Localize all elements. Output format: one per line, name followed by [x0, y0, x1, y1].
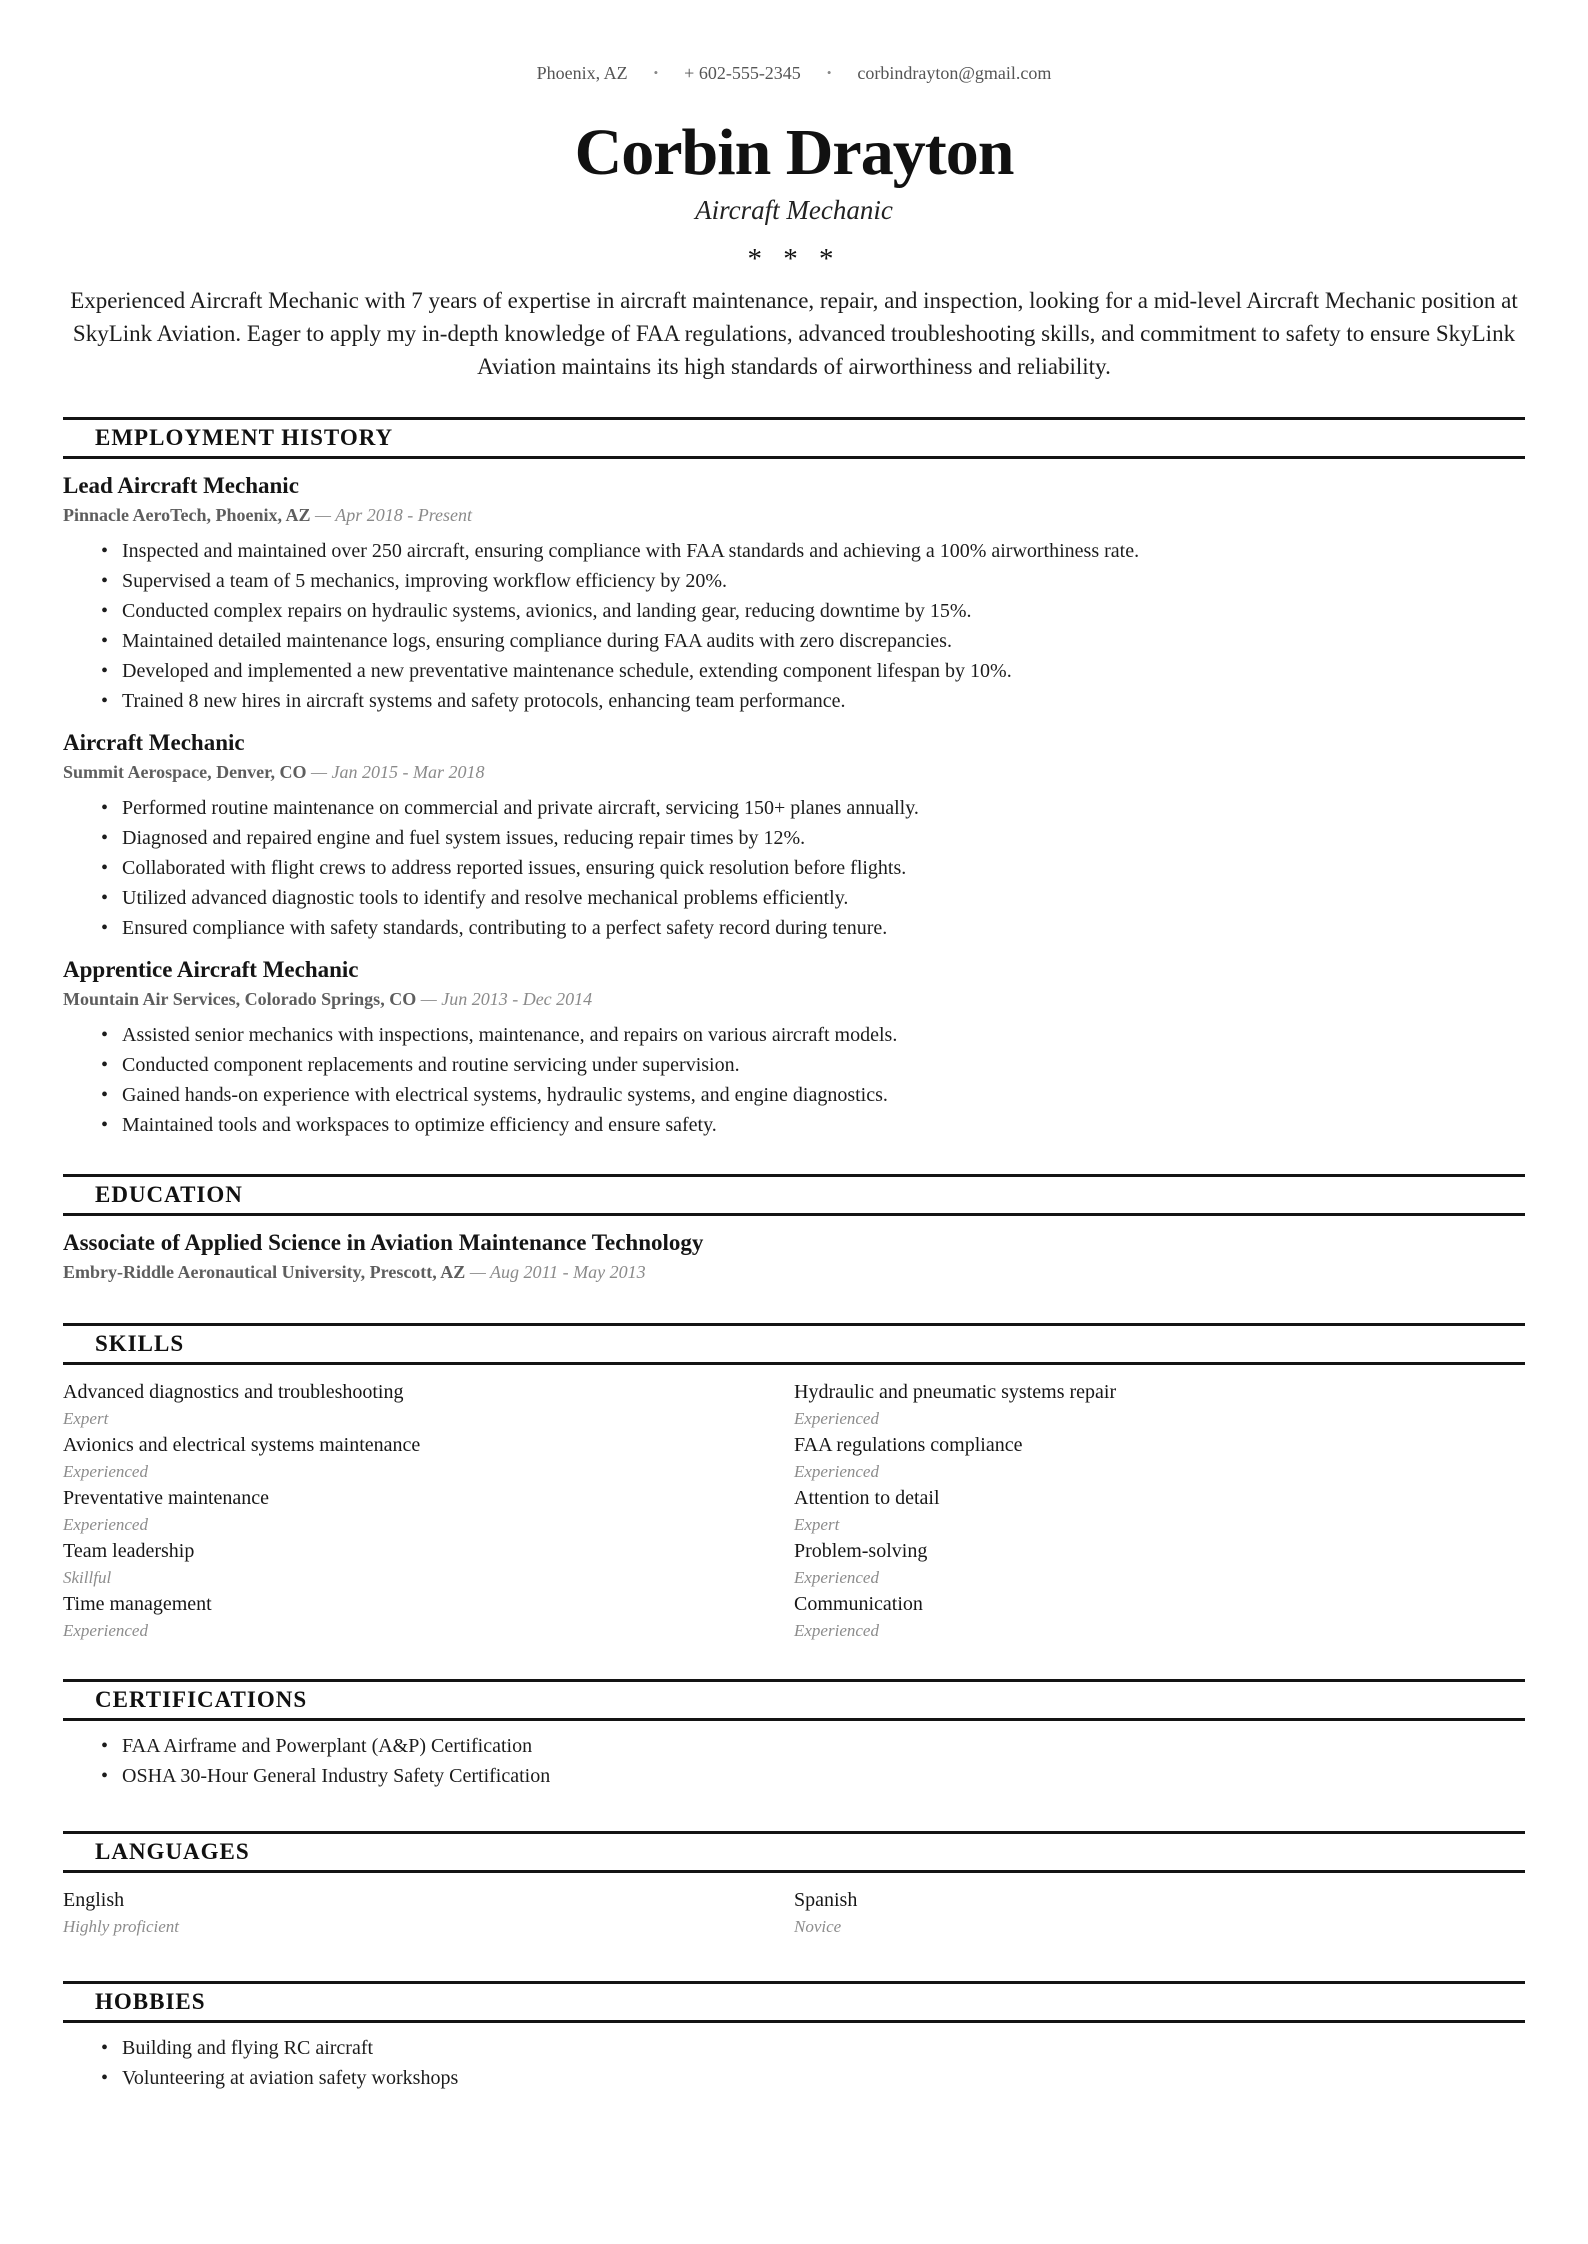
skill-level: Experienced — [794, 1621, 879, 1641]
contact-email: corbindrayton@gmail.com — [857, 63, 1052, 83]
skill-item — [794, 1539, 1525, 1588]
job-meta — [63, 505, 1525, 526]
job-title: Apprentice Aircraft Mechanic — [63, 957, 359, 983]
job-bullet-list — [63, 536, 1525, 716]
skill-name: FAA regulations compliance — [794, 1434, 1023, 1457]
skill-level: Experienced — [63, 1515, 148, 1535]
skill-name: Advanced diagnostics and troubleshooting — [63, 1381, 404, 1404]
certification-item: • FAA Airframe and Powerplant (A&P) Certification — [63, 1731, 1525, 1761]
language-item — [794, 1888, 1525, 1937]
skills-grid — [63, 1380, 1525, 1645]
job-bullet: • Maintained detailed maintenance logs, ensuring compliance during FAA audits with zero discrepancies. — [63, 626, 1525, 656]
job-company: Mountain Air Services, Colorado Springs, CO — [63, 989, 417, 1010]
job-bullet: • Assisted senior mechanics with inspections, maintenance, and repairs on various aircraft models. — [63, 1020, 1525, 1050]
certification-item: • OSHA 30-Hour General Industry Safety Certification — [63, 1761, 1525, 1791]
resume-header — [63, 62, 1525, 383]
section-hobbies — [63, 1981, 1525, 2093]
job-company: Summit Aerospace, Denver, CO — [63, 762, 307, 783]
section-certifications — [63, 1679, 1525, 1791]
job-dates: — Apr 2018 - Present — [315, 505, 473, 526]
candidate-job-title: Aircraft Mechanic — [695, 195, 893, 225]
skill-item — [63, 1486, 794, 1535]
contact-line — [63, 62, 1525, 84]
skill-name: Problem-solving — [794, 1540, 928, 1563]
asterisk-decoration: * * * — [747, 243, 841, 276]
contact-separator-dot: • — [653, 65, 659, 80]
contact-phone: + 602-555-2345 — [684, 63, 801, 83]
language-level: Novice — [794, 1917, 842, 1937]
skill-item — [63, 1433, 794, 1482]
job-entry — [63, 472, 1525, 716]
education-entry — [63, 1229, 1525, 1283]
employment-history-heading: EMPLOYMENT HISTORY — [63, 417, 1525, 459]
language-item — [63, 1888, 794, 1937]
hobbies-heading: HOBBIES — [63, 1981, 1525, 2023]
degree-title: Associate of Applied Science in Aviation Maintenance Technology — [63, 1230, 704, 1256]
skill-level: Experienced — [794, 1568, 879, 1588]
language-name: English — [63, 1889, 125, 1912]
job-bullet: • Ensured compliance with safety standards, contributing to a perfect safety record during tenure. — [63, 913, 1525, 943]
skill-level: Experienced — [794, 1409, 879, 1429]
job-bullet: • Maintained tools and workspaces to optimize efficiency and ensure safety. — [63, 1110, 1525, 1140]
school-name: Embry-Riddle Aeronautical University, Prescott, AZ — [63, 1262, 466, 1283]
job-bullet-list — [63, 793, 1525, 943]
job-entry — [63, 956, 1525, 1140]
section-education — [63, 1174, 1525, 1283]
skill-name: Avionics and electrical systems maintenance — [63, 1434, 421, 1457]
job-bullet: • Inspected and maintained over 250 aircraft, ensuring compliance with FAA standards and achieving a 100% airworthiness rate. — [63, 536, 1525, 566]
skill-item — [63, 1380, 794, 1429]
job-bullet: • Utilized advanced diagnostic tools to identify and resolve mechanical problems efficiently. — [63, 883, 1525, 913]
job-company: Pinnacle AeroTech, Phoenix, AZ — [63, 505, 311, 526]
job-bullet: • Collaborated with flight crews to address reported issues, ensuring quick resolution before flights. — [63, 853, 1525, 883]
job-title: Aircraft Mechanic — [63, 730, 245, 756]
skill-item — [63, 1592, 794, 1641]
section-skills — [63, 1323, 1525, 1645]
skill-name: Attention to detail — [794, 1487, 940, 1510]
job-title: Lead Aircraft Mechanic — [63, 473, 299, 499]
skill-name: Preventative maintenance — [63, 1487, 270, 1510]
education-dates: — Aug 2011 - May 2013 — [469, 1262, 646, 1283]
job-bullet: • Diagnosed and repaired engine and fuel system issues, reducing repair times by 12%. — [63, 823, 1525, 853]
job-bullet: • Conducted complex repairs on hydraulic systems, avionics, and landing gear, reducing downtime by 15%. — [63, 596, 1525, 626]
candidate-name: Corbin Drayton — [574, 116, 1014, 189]
certifications-list — [63, 1731, 1525, 1791]
skill-level: Experienced — [794, 1462, 879, 1482]
hobby-item: • Building and flying RC aircraft — [63, 2033, 1525, 2063]
job-bullet: • Trained 8 new hires in aircraft systems and safety protocols, enhancing team performance. — [63, 686, 1525, 716]
skill-level: Experienced — [63, 1462, 148, 1482]
job-bullet: • Developed and implemented a new preventative maintenance schedule, extending component lifespan by 10%. — [63, 656, 1525, 686]
skill-name: Team leadership — [63, 1540, 195, 1563]
skills-heading: SKILLS — [63, 1323, 1525, 1365]
skill-item — [794, 1592, 1525, 1641]
skill-name: Time management — [63, 1593, 212, 1616]
languages-grid — [63, 1888, 1525, 1941]
education-heading: EDUCATION — [63, 1174, 1525, 1216]
hobbies-list — [63, 2033, 1525, 2093]
skill-level: Expert — [794, 1515, 840, 1535]
skill-item — [794, 1486, 1525, 1535]
job-entry — [63, 729, 1525, 943]
certifications-heading: CERTIFICATIONS — [63, 1679, 1525, 1721]
section-employment-history — [63, 417, 1525, 1140]
contact-location: Phoenix, AZ — [536, 63, 628, 83]
skill-level: Skillful — [63, 1568, 112, 1588]
skill-level: Experienced — [63, 1621, 148, 1641]
skill-item — [63, 1539, 794, 1588]
skill-item — [794, 1380, 1525, 1429]
job-bullet: • Supervised a team of 5 mechanics, improving workflow efficiency by 20%. — [63, 566, 1525, 596]
job-meta — [63, 989, 1525, 1010]
profile-summary: Experienced Aircraft Mechanic with 7 years of expertise in aircraft maintenance, repair, and inspection, looking for a mid-level Aircraft Mechanic position at SkyLink Aviation. Eager to apply my in-depth knowledge of FAA regulations, advanced troubleshooting skills, and commitment to safety to ensure SkyLink Aviation maintains its high standards of airworthiness and reliability. — [70, 288, 1518, 380]
language-name: Spanish — [794, 1889, 858, 1912]
section-languages — [63, 1831, 1525, 1941]
job-bullet: • Gained hands-on experience with electrical systems, hydraulic systems, and engine diagnostics. — [63, 1080, 1525, 1110]
job-bullet: • Performed routine maintenance on commercial and private aircraft, servicing 150+ planes annually. — [63, 793, 1525, 823]
skill-name: Communication — [794, 1593, 923, 1616]
job-dates: — Jan 2015 - Mar 2018 — [310, 762, 485, 783]
job-bullet: • Conducted component replacements and routine servicing under supervision. — [63, 1050, 1525, 1080]
job-bullet-list — [63, 1020, 1525, 1140]
contact-separator-dot: • — [826, 65, 832, 80]
job-meta — [63, 762, 1525, 783]
education-meta — [63, 1262, 1525, 1283]
skill-item — [794, 1433, 1525, 1482]
hobby-item: • Volunteering at aviation safety workshops — [63, 2063, 1525, 2093]
languages-heading: LANGUAGES — [63, 1831, 1525, 1873]
skill-name: Hydraulic and pneumatic systems repair — [794, 1381, 1117, 1404]
language-level: Highly proficient — [63, 1917, 179, 1937]
skill-level: Expert — [63, 1409, 109, 1429]
job-dates: — Jun 2013 - Dec 2014 — [420, 989, 593, 1010]
